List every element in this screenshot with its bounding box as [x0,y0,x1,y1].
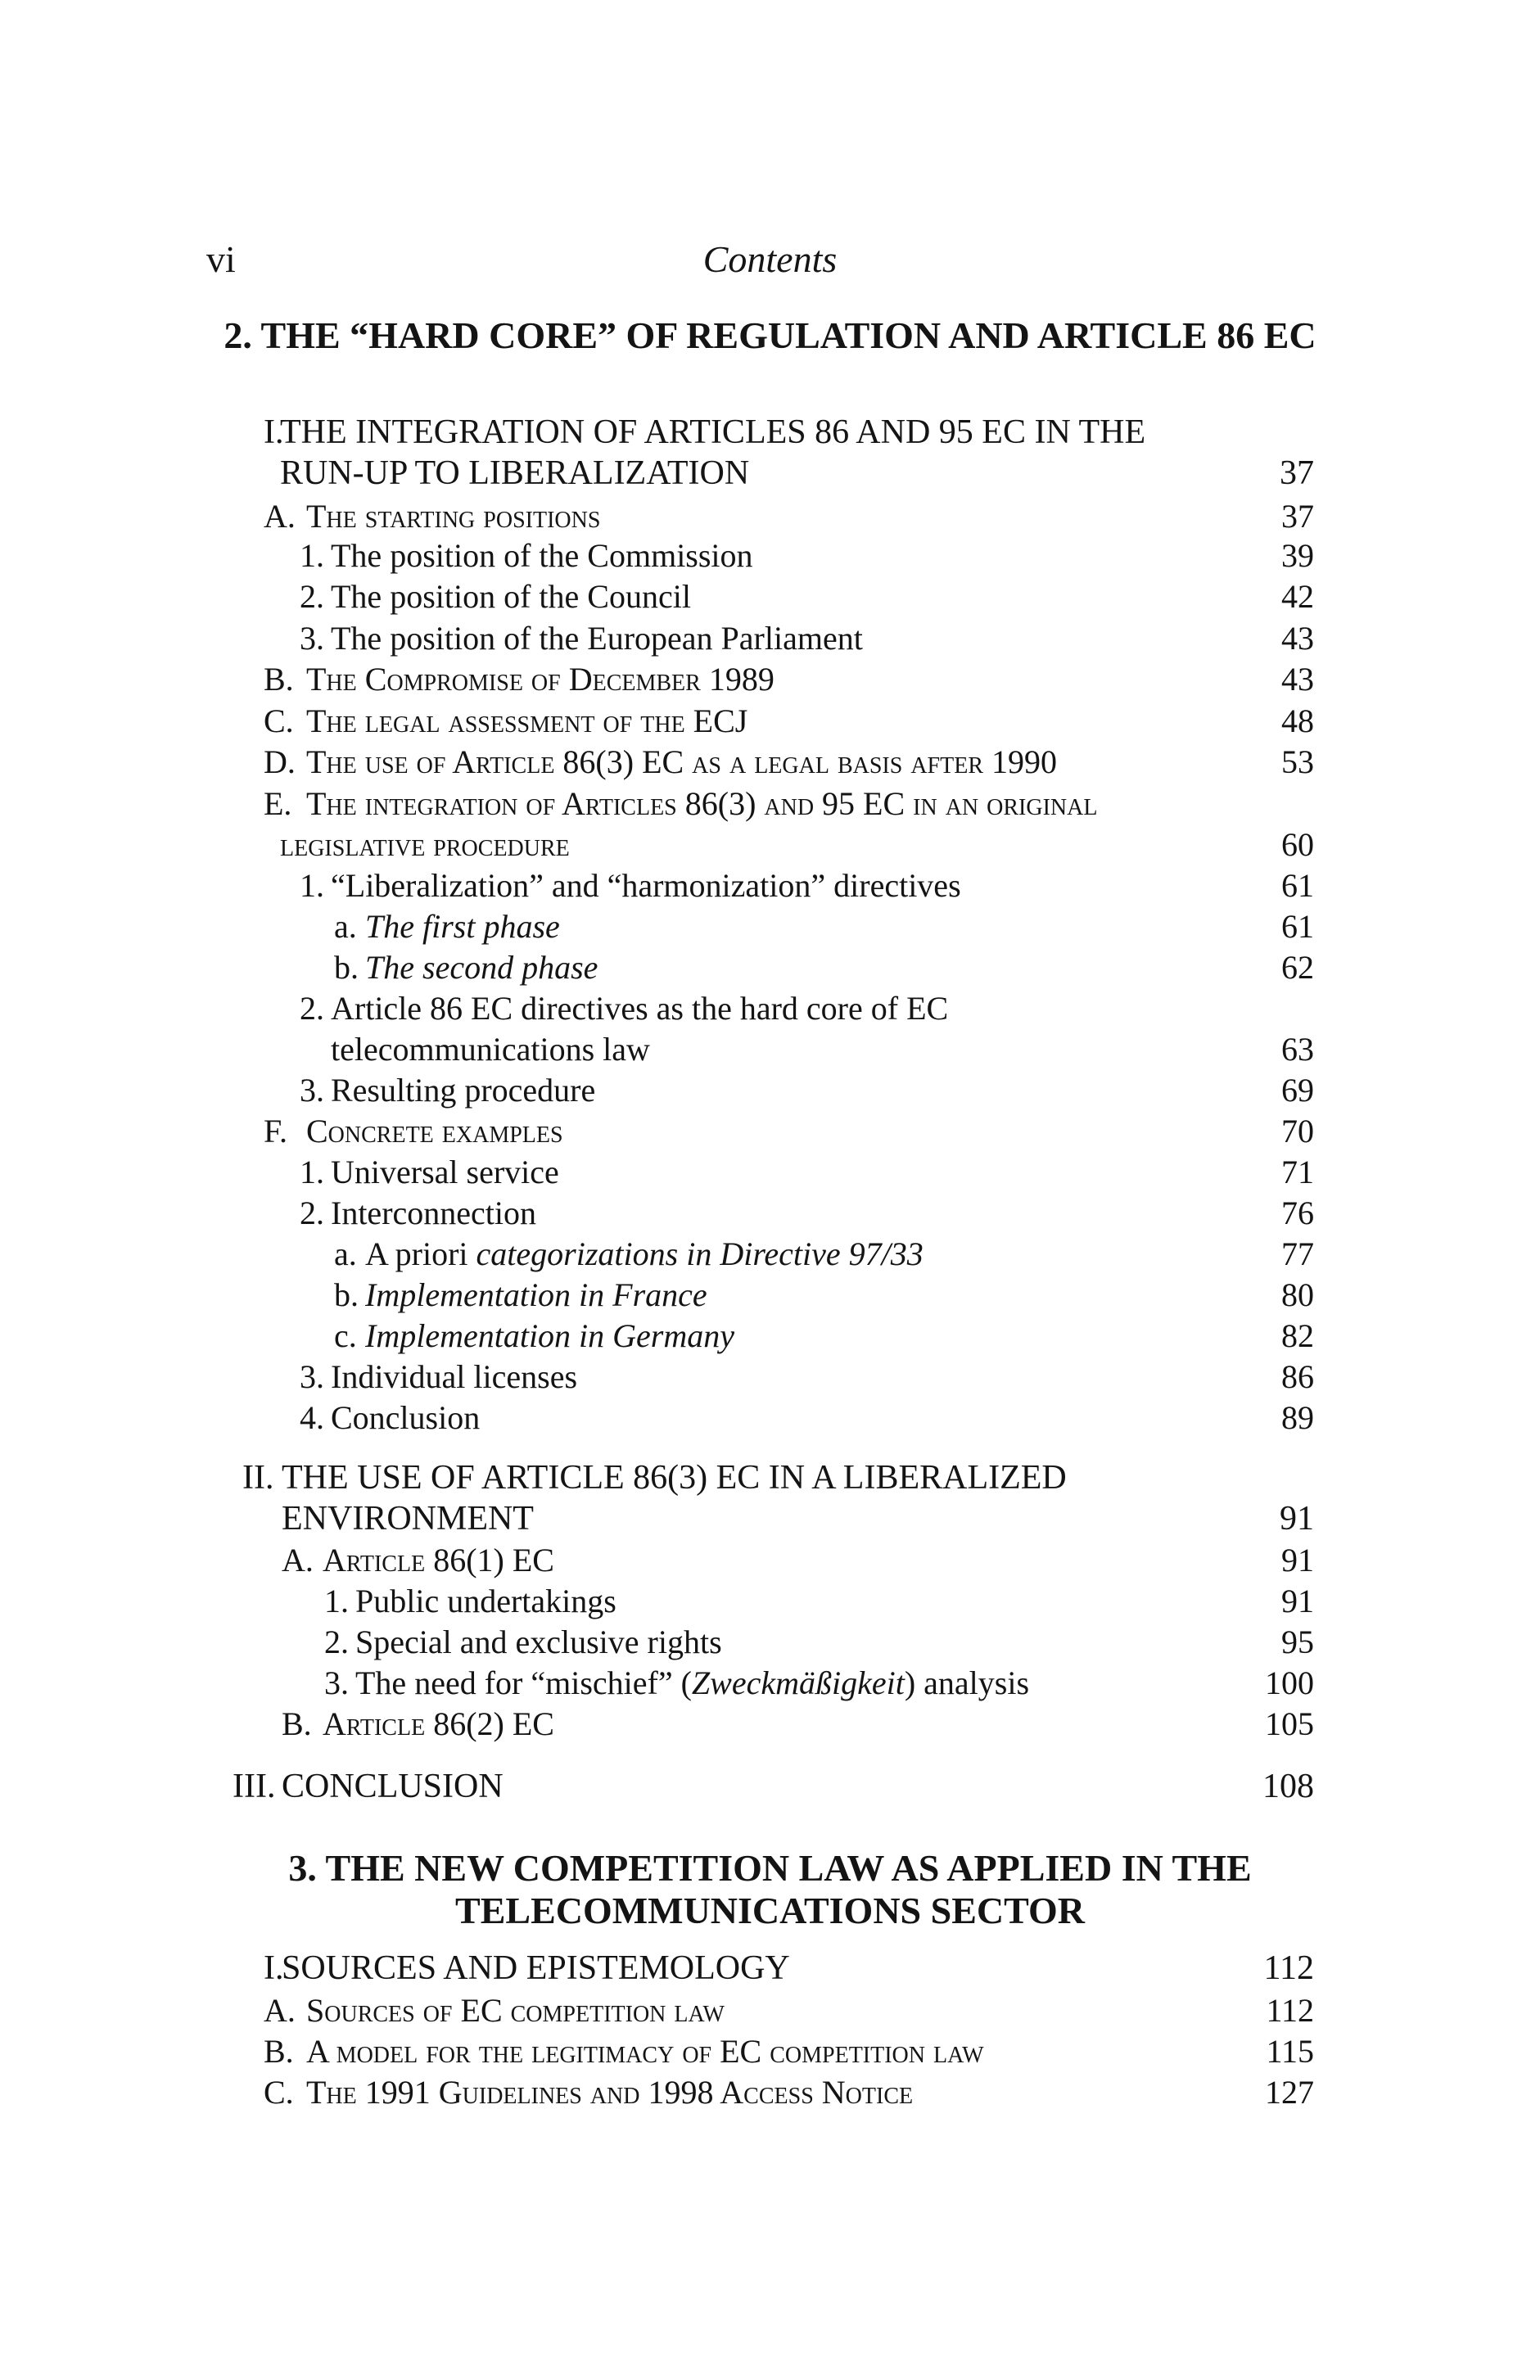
contents-page: vi Contents 2. THE “HARD CORE” OF REGULATION AND ARTICLE 86 EC I. THE INTEGRATION OF ARTICLES 86 AND 95 EC IN THE RUN-UP TO LIBERALIZATION 37 A. The starting positions 37 1. The position of the Commission 39 2. The position of the Council 42 3. The position of the European Parliament 43 B. The Compromise of December 1989 43 C. The legal assessment of the ECJ 48 D. The use of Article 86(3) EC as a legal basis after 1990 53 E. The integration of Articles 86(3) and 95 EC in an original legislative procedure 60 1. “Liberalization” and “harmonization” directives 61 a. The first phase 61 b. The second phase 62 2. Article 86 EC directives as the hard core of EC telecommunications law 63 3. Resulting procedure 69 F. Concrete examples 70 1. Universal service 71 2. Interconnection 76 a. A priori categorizations in Directive 97/33 77 b. Implementation in France 80 c. Implementation in Germany 82 3. Individual licenses 86 4. Conclusion 89 II. THE USE OF ARTICLE 86(3) EC IN A LIBERALIZED ENVIRONMENT 91 A. Article 86(1) EC 91 1. Public undertakings 91 2. Special and exclusive rights 95 3. The need for “mischief” (Zweckmäßigkeit) analysis 100 B. Article 86(2) EC 105 III. CONCLUSION 108 3. THE NEW COMPETITION LAW AS APPLIED IN THE TELECOMMUNICATIONS SECTOR I. SOURCES AND EPISTEMOLOGY 112 A. Sources of EC competition law 112 B. A model for the legitimacy of EC competition law 115 C. The 1991 Guidelines and 1998 Access Notice 127 [0,0,1540,2380]
running-head: Contents [702,238,838,280]
chapter-2-title: 2. THE “HARD CORE” OF REGULATION AND ARTICLE 86 EC [224,314,1316,356]
page-number: vi [206,238,236,280]
chapter-3-title: 3. THE NEW COMPETITION LAW AS APPLIED IN THE TELECOMMUNICATIONS SECTOR [288,1847,1252,1931]
